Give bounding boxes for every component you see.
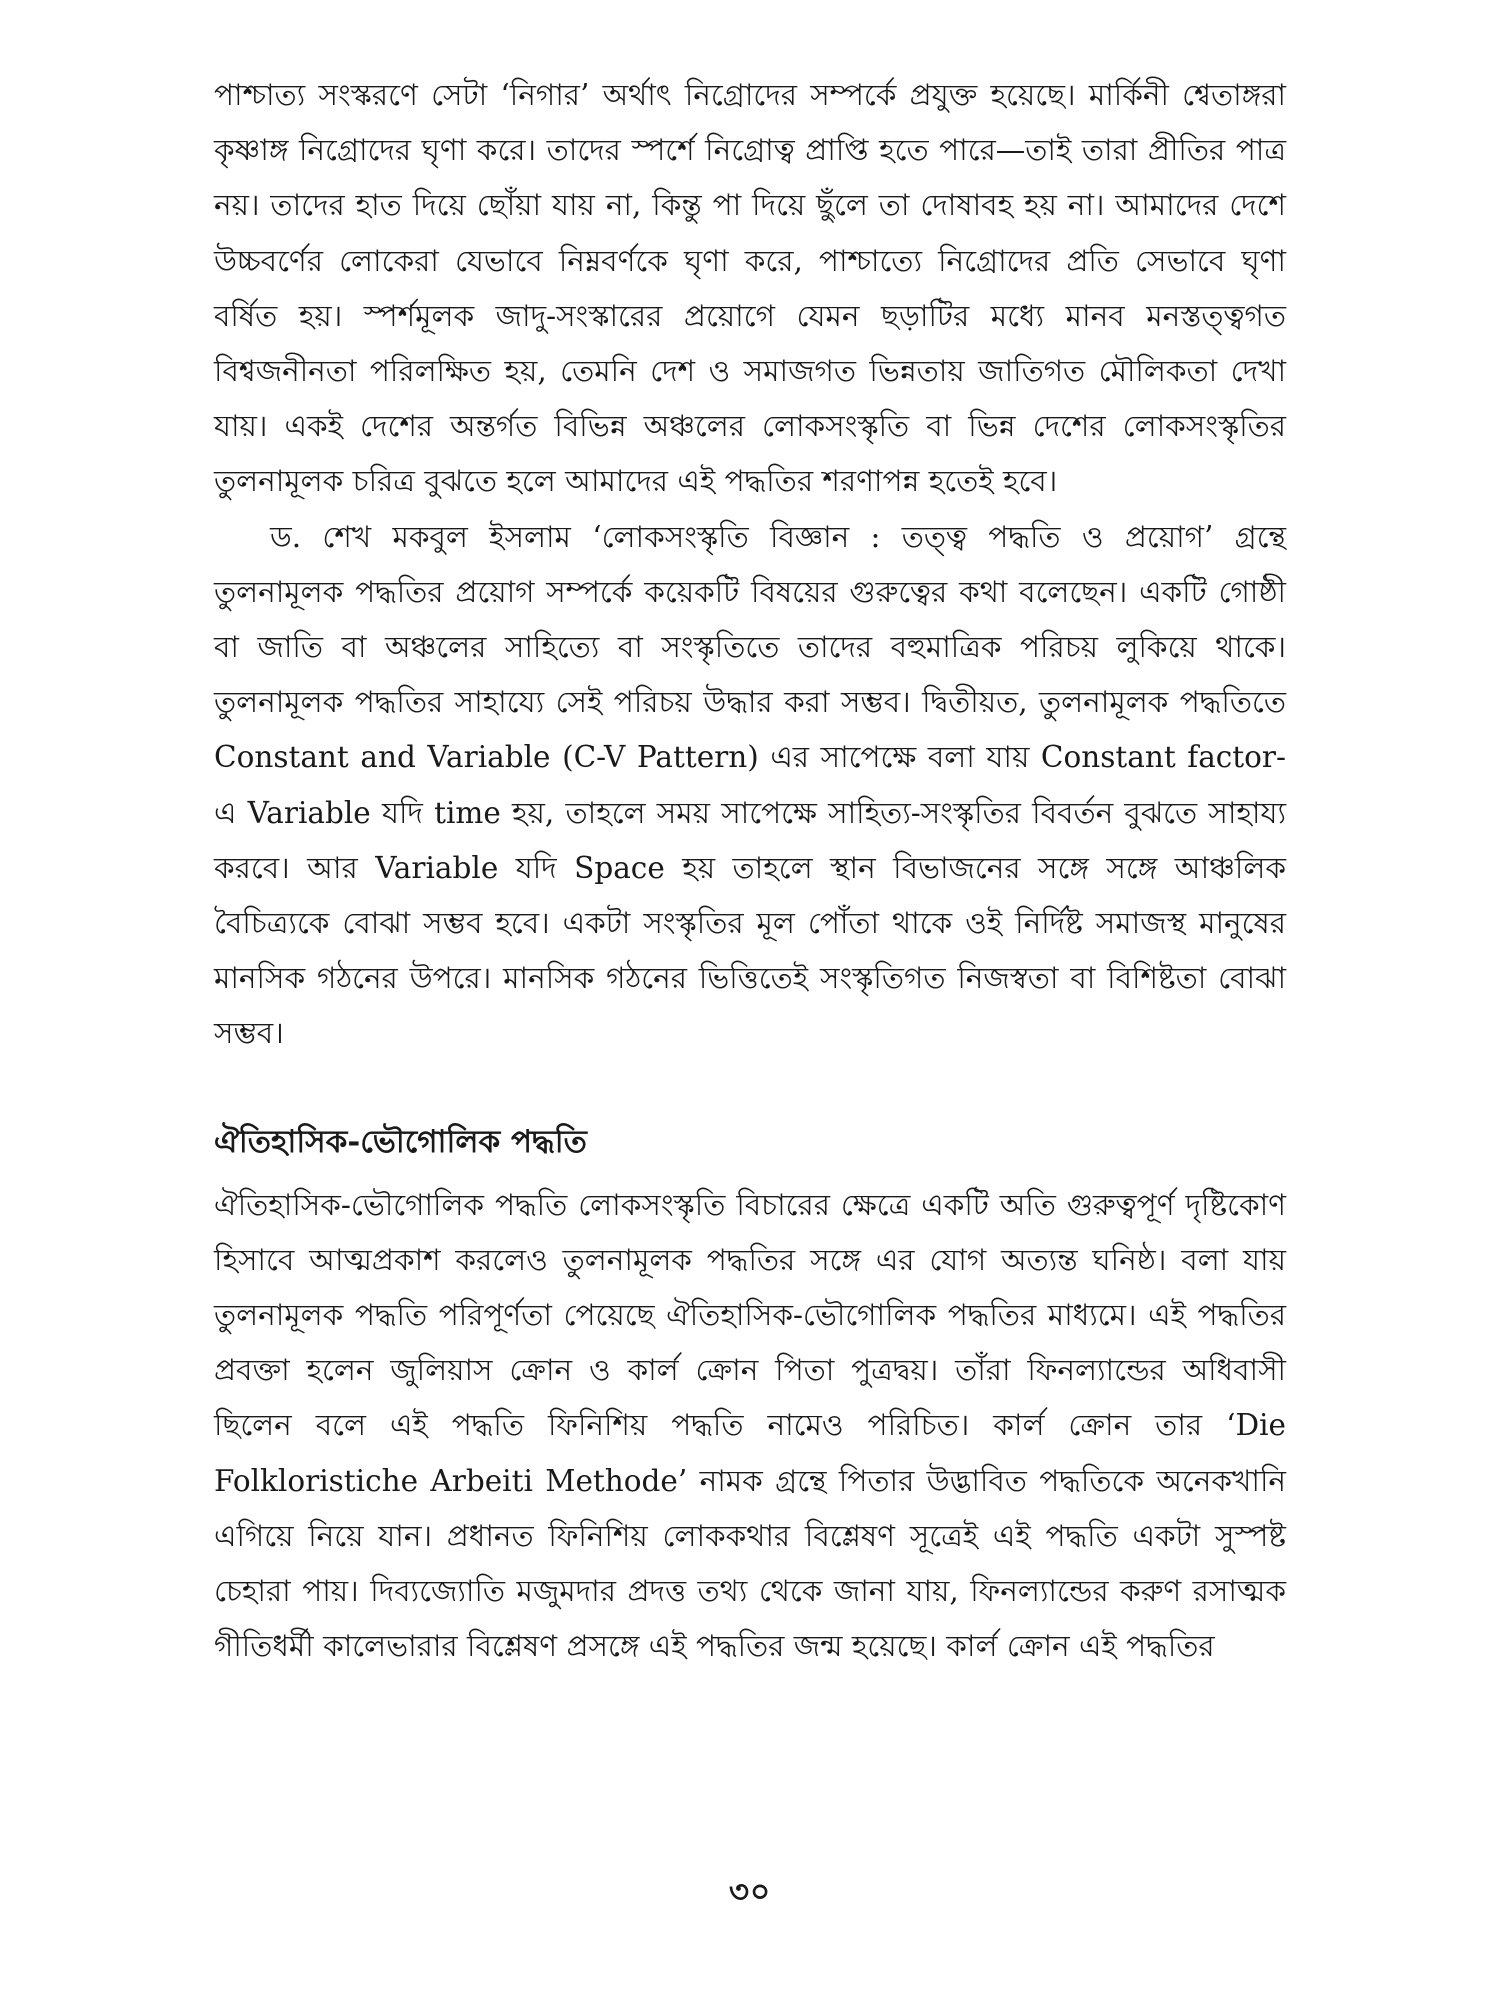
section-heading: ঐতিহাসিক-ভৌগোলিক পদ্ধতি bbox=[214, 1123, 587, 1160]
page-body bbox=[214, 68, 1286, 1674]
paragraph-3: ঐতিহাসিক-ভৌগোলিক পদ্ধতি লোকসংস্কৃতি বিচারের ক্ষেত্রে একটি অতি গুরুত্বপূর্ণ দৃষ্টিকোণ হিসাবে আত্মপ্রকাশ করলেও তুলনামূলক পদ্ধতির সঙ্গে এর যোগ অত্যন্ত ঘনিষ্ঠ। বলা যায় তুলনামূলক পদ্ধতি পরিপূর্ণতা পেয়েছে ঐতিহাসিক-ভৌগোলিক পদ্ধতির মাধ্যমে। এই পদ্ধতির প্রবক্তা হলেন জুলিয়াস ক্রোন ও কার্ল ক্রোন পিতা পুত্রদ্বয়। তাঁরা ফিনল্যান্ডের অধিবাসী ছিলেন বলে এই পদ্ধতি ফিনিশিয় পদ্ধতি নামেও পরিচিত। কার্ল ক্রোন তার ‘Die Folkloristiche Arbeiti Methode’ নামক গ্রন্থে পিতার উদ্ভাবিত পদ্ধতিকে অনেকখানি এগিয়ে নিয়ে যান। প্রধানত ফিনিশিয় লোককথার বিশ্লেষণ সূত্রেই এই পদ্ধতি একটা সুস্পষ্ট চেহারা পায়। দিব্যজ্যোতি মজুমদার প্রদত্ত তথ্য থেকে জানা যায়, ফিনল্যান্ডের করুণ রসাত্মক গীতিধর্মী কালেভারার বিশ্লেষণ প্রসঙ্গে এই পদ্ধতির জন্ম হয়েছে। কার্ল ক্রোন এই পদ্ধতির bbox=[214, 1187, 1286, 1664]
paragraph-2: ড. শেখ মকবুল ইসলাম ‘লোকসংস্কৃতি বিজ্ঞান : তত্ত্ব পদ্ধতি ও প্রয়োগ’ গ্রন্থে তুলনামূলক পদ্ধতির প্রয়োগ সম্পর্কে কয়েকটি বিষয়ের গুরুত্বের কথা বলেছেন। একটি গোষ্ঠী বা জাতি বা অঞ্চলের সাহিত্যে বা সংস্কৃতিতে তাদের বহুমাত্রিক পরিচয় লুকিয়ে থাকে। তুলনামূলক পদ্ধতির সাহায্যে সেই পরিচয় উদ্ধার করা সম্ভব। দ্বিতীয়ত, তুলনামূলক পদ্ধতিতে Constant and Variable (C-V Pattern) এর সাপেক্ষে বলা যায় Constant factor-এ Variable যদি time হয়, তাহলে সময় সাপেক্ষে সাহিত্য-সংস্কৃতির বিবর্তন বুঝতে সাহায্য করবে। আর Variable যদি Space হয় তাহলে স্থান বিভাজনের সঙ্গে সঙ্গে আঞ্চলিক বৈচিত্র্যকে বোঝা সম্ভব হবে। একটা সংস্কৃতির মূল পোঁতা থাকে ওই নির্দিষ্ট সমাজস্থ মানুষের মানসিক গঠনের উপরে। মানসিক গঠনের ভিত্তিতেই সংস্কৃতিগত নিজস্বতা বা বিশিষ্টতা বোঝা সম্ভব। bbox=[214, 519, 1286, 1051]
paragraph-1: পাশ্চাত্য সংস্করণে সেটা ‘নিগার’ অর্থাৎ নিগ্রোদের সম্পর্কে প্রযুক্ত হয়েছে। মার্কিনী শ্বেতাঙ্গরা কৃষ্ণাঙ্গ নিগ্রোদের ঘৃণা করে। তাদের স্পর্শে নিগ্রোত্ব প্রাপ্তি হতে পারে—তাই তারা প্রীতির পাত্র নয়। তাদের হাত দিয়ে ছোঁয়া যায় না, কিন্তু পা দিয়ে ছুঁলে তা দোষাবহ হয় না। আমাদের দেশে উচ্চবর্ণের লোকেরা যেভাবে নিম্নবর্ণকে ঘৃণা করে, পাশ্চাত্যে নিগ্রোদের প্রতি সেভাবে ঘৃণা বর্ষিত হয়। স্পর্শমূলক জাদু-সংস্কারের প্রয়োগে যেমন ছড়াটির মধ্যে মানব মনস্তত্ত্বগত বিশ্বজনীনতা পরিলক্ষিত হয়, তেমনি দেশ ও সমাজগত ভিন্নতায় জাতিগত মৌলিকতা দেখা যায়। একই দেশের অন্তর্গত বিভিন্ন অঞ্চলের লোকসংস্কৃতি বা ভিন্ন দেশের লোকসংস্কৃতির তুলনামূলক চরিত্র বুঝতে হলে আমাদের এই পদ্ধতির শরণাপন্ন হতেই হবে। bbox=[214, 78, 1286, 499]
page-number: ৩০ bbox=[728, 1874, 772, 1910]
